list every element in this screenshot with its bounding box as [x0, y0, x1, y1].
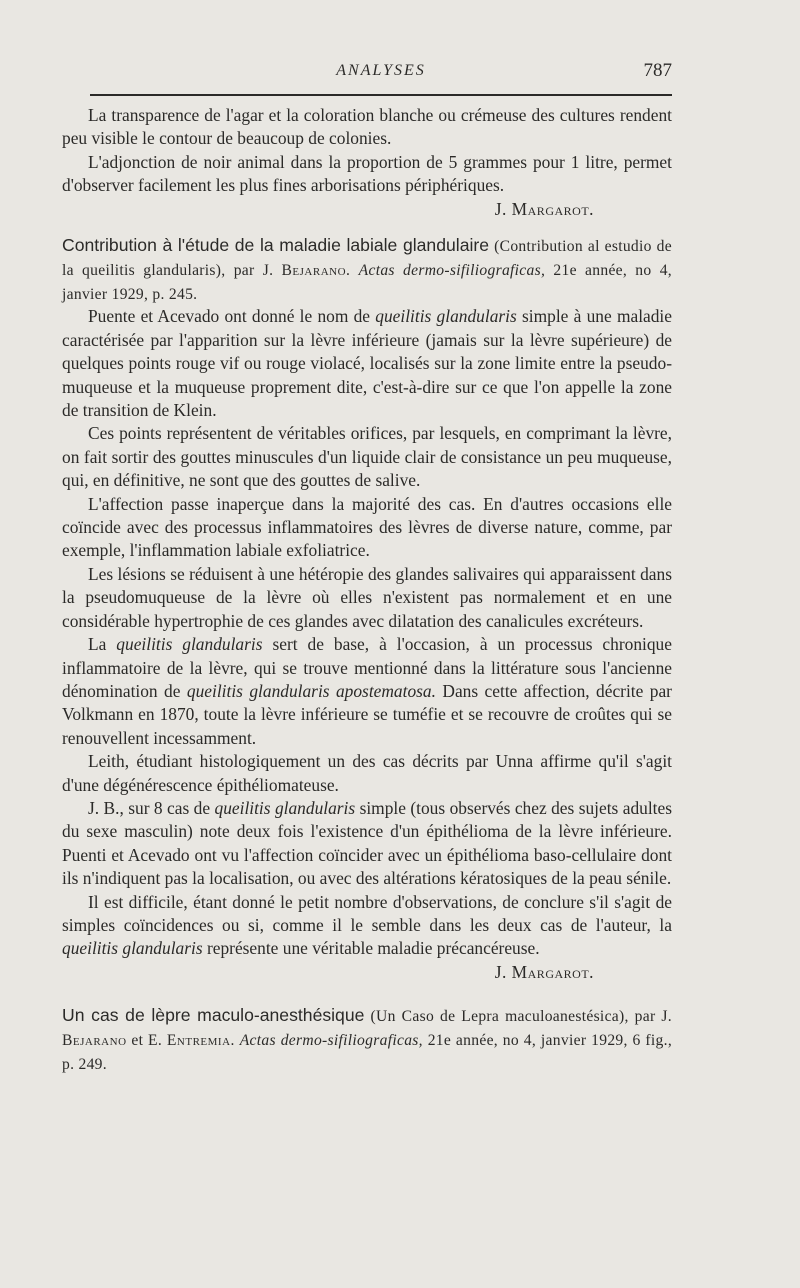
paragraph-text: sert de base, à l'occasion, à un processus chronique inflammatoire de la lèvre, qui se trouve mentionné dans la littérature sous l'ancienne dénomination de	[62, 634, 672, 701]
reference-text: (Un Caso de Lepra maculoanestésica), par J.	[370, 1008, 672, 1026]
article-title: Contribution à l'étude de la maladie labiale glandulaire	[62, 235, 490, 256]
italic-term: queilitis glandularis	[375, 306, 517, 327]
paragraph-text: J. B., sur 8 cas de	[88, 797, 211, 818]
paragraph-text: représente une véritable maladie précancéreuse.	[206, 938, 540, 959]
reference-journal: Actas dermo-sifiliograficas,	[358, 261, 546, 279]
paragraph	[62, 891, 672, 985]
reference-details: 21e année, no 4, janvier 1929, 6 fig., p. 249.	[62, 1032, 673, 1073]
paragraph	[62, 305, 672, 422]
paragraph-text: Dans cette affection, décrite par Volkmann en 1870, toute la lèvre inférieure se tuméfie et se recouvre de croûtes qui se renouvellent incessamment.	[62, 680, 672, 748]
italic-term: queilitis glandularis apostematosa.	[186, 680, 436, 701]
page-body	[62, 104, 672, 1076]
review-article	[62, 1004, 672, 1075]
paragraph: Ces points représentent de véritables orifices, par lesquels, en comprimant la lèvre, on fait sortir des gouttes minuscules d'un liquide clair de consistance un peu muqueuse, qui, en définitive, ne sont que des gouttes de salive.	[62, 423, 672, 491]
paragraph	[62, 633, 672, 750]
author-signature: J. Margarot.	[494, 961, 594, 982]
paragraph-text: La	[88, 634, 107, 655]
paragraph-text: simple (tous observés chez des sujets adultes du sexe masculin) note deux fois l'existence d'un épithélioma de la lèvre inférieure. Puenti et Acevado ont vu l'affection coïncider avec un épithélioma baso-cellulaire dont ils n'indiquent pas la localisation, ou avec des altérations kératosiques de la peau sénile.	[62, 797, 672, 889]
review-article	[62, 234, 672, 984]
paragraph	[62, 797, 672, 891]
author-signature: J. Margarot.	[494, 198, 594, 219]
paragraph	[62, 151, 672, 221]
page-number: 787	[643, 60, 672, 81]
article-heading	[62, 234, 672, 305]
paragraph: Leith, étudiant histologiquement un des cas décrits par Unna affirme qu'il s'agit d'une dégénérescence épithéliomateuse.	[62, 751, 672, 795]
italic-term: queilitis glandularis	[214, 797, 356, 818]
page-header	[90, 60, 672, 96]
paragraph: La transparence de l'agar et la coloration blanche ou crémeuse des cultures rendent peu visible le contour de beaucoup de colonies.	[62, 105, 672, 149]
reference-text: et E.	[131, 1032, 163, 1049]
paragraph-text: L'adjonction de noir animal dans la proportion de 5 grammes pour 1 litre, permet d'observer facilement les plus fines arborisations périphériques.	[62, 151, 672, 196]
reference-author: Bejarano.	[281, 261, 351, 279]
reference-details: 21e année, no 4, janvier 1929, p. 245.	[62, 261, 672, 303]
italic-term: queilitis glandularis	[116, 634, 263, 655]
reference-author: Bejarano	[62, 1032, 127, 1049]
reference-text: (Contribution al estudio de la queilitis glandularis), par J.	[62, 238, 672, 279]
paragraph: Les lésions se réduisent à une hétéropie des glandes salivaires qui apparaissent dans la pseudomuqueuse de la lèvre où elles n'existent pas normalement et en une considérable hypertrophie de ces glandes avec dilatation des canalicules excréteurs.	[62, 563, 672, 631]
reference-journal: Actas dermo-sifiliograficas,	[239, 1032, 423, 1049]
running-title: ANALYSES	[336, 62, 426, 79]
reference-author: Entremia.	[166, 1032, 235, 1049]
paragraph-text: Puente et Acevado ont donné le nom de	[88, 306, 371, 327]
article-heading	[62, 1004, 672, 1075]
paragraph-text: simple à une maladie caractérisée par l'apparition sur la lèvre inférieure (jamais sur la lèvre supérieure) de quelques points rouge vif ou rouge violacé, localisés sur la zone limite entre la pseudo-muqueuse et la muqueuse proprement dite, c'est-à-dire sur ce que l'on appelle la zone de transition de Klein.	[62, 306, 672, 421]
paragraph-text: Il est difficile, étant donné le petit nombre d'observations, de conclure s'il s'agit de simples coïncidences ou si, comme il le semble dans les deux cas de l'auteur, la	[62, 891, 672, 935]
article-title: Un cas de lèpre maculo-anesthésique	[62, 1005, 365, 1026]
paragraph: L'affection passe inaperçue dans la majorité des cas. En d'autres occasions elle coïncide avec des processus inflammatoires des lèvres de diverse nature, comme, par exemple, l'inflammation labiale exfoliatrice.	[62, 493, 672, 561]
italic-term: queilitis glandularis	[62, 938, 203, 959]
